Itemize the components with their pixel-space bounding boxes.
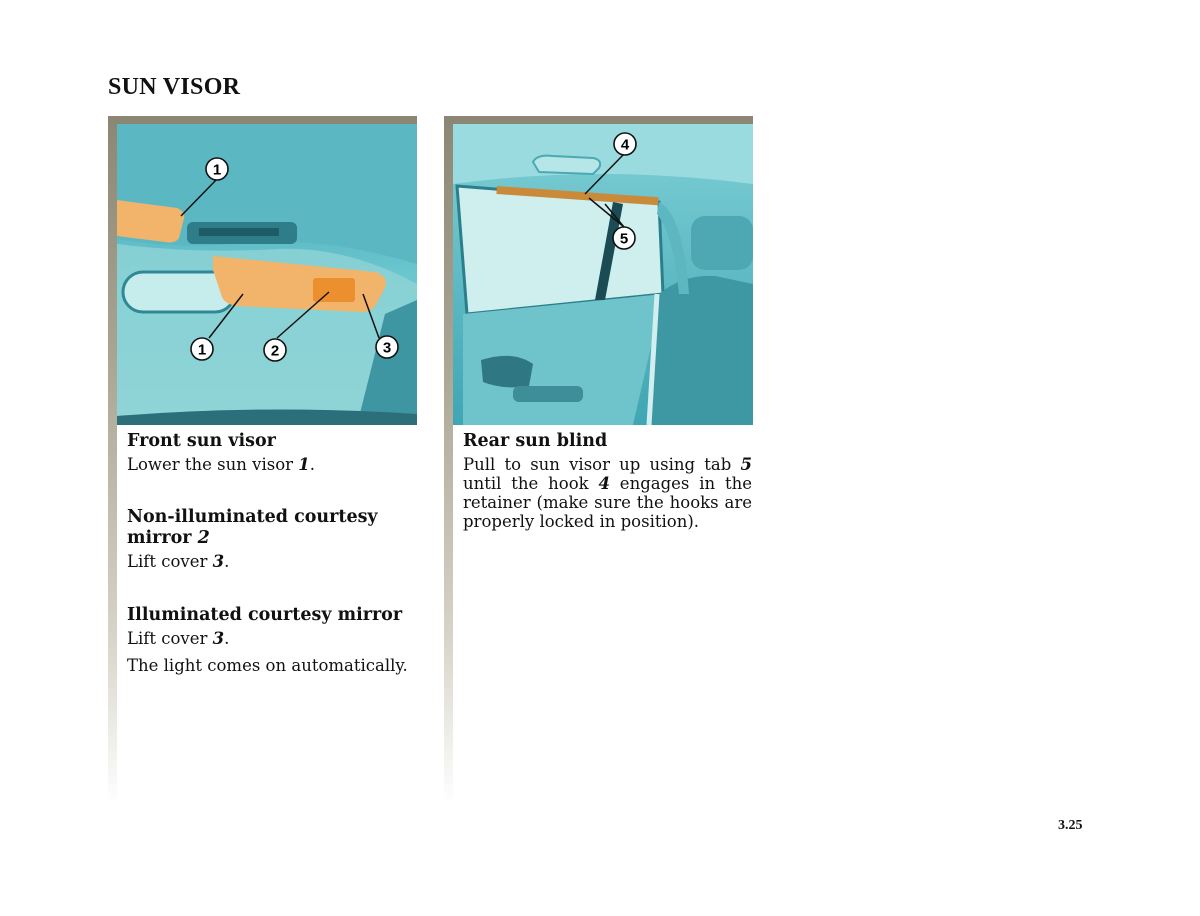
column-bar-right [444,116,453,806]
ref-4: 4 [598,474,610,493]
ref-2: 2 [197,528,210,548]
rear-sun-blind-illustration [453,124,753,425]
rear-sun-blind-text [463,431,752,531]
callout-5 [613,227,635,249]
front-sun-visor-text [127,431,417,675]
front-sun-visor-illustration [117,124,417,425]
svg-text:2: 2 [270,342,280,360]
page-title: SUN VISOR [108,74,241,100]
svg-text:5: 5 [619,230,629,248]
rear-sun-blind-instruction: Pull to sun visor up using tab 5 until the hook 4 engages in the retainer (make sure the hooks are properly locked in position). [463,455,753,531]
illuminated-mirror-note: The light comes on automatically. [127,656,408,675]
column-cap-right [444,116,753,124]
callout-3 [376,336,398,358]
callout-1-top [206,158,228,180]
rear-sun-blind-figure [453,124,753,425]
svg-text:1: 1 [212,161,222,179]
illuminated-mirror-instruction: Lift cover 3. [127,629,230,648]
callout-1-bottom [191,338,213,360]
front-sun-visor-instruction: Lower the sun visor 1. [127,455,316,474]
heading-non-illuminated-mirror: Non-illuminated courtesy mirror 2 [127,507,378,548]
callout-2 [264,339,286,361]
heading-rear-sun-blind: Rear sun blind [463,431,608,451]
column-bar-left [108,116,117,806]
ref-3: 3 [212,552,225,571]
svg-text:3: 3 [382,339,392,357]
svg-text:1: 1 [197,341,207,359]
heading-illuminated-mirror: Illuminated courtesy mirror [127,605,403,625]
ref-5: 5 [740,455,752,474]
non-illuminated-mirror-instruction: Lift cover 3. [127,552,230,571]
page-number: 3.25 [1058,818,1083,833]
callout-4 [614,133,636,155]
heading-front-sun-visor: Front sun visor [127,431,276,451]
column-cap-left [108,116,417,124]
front-sun-visor-figure [117,124,417,425]
svg-text:4: 4 [620,136,630,154]
ref-3: 3 [212,629,225,648]
ref-1: 1 [298,455,310,474]
